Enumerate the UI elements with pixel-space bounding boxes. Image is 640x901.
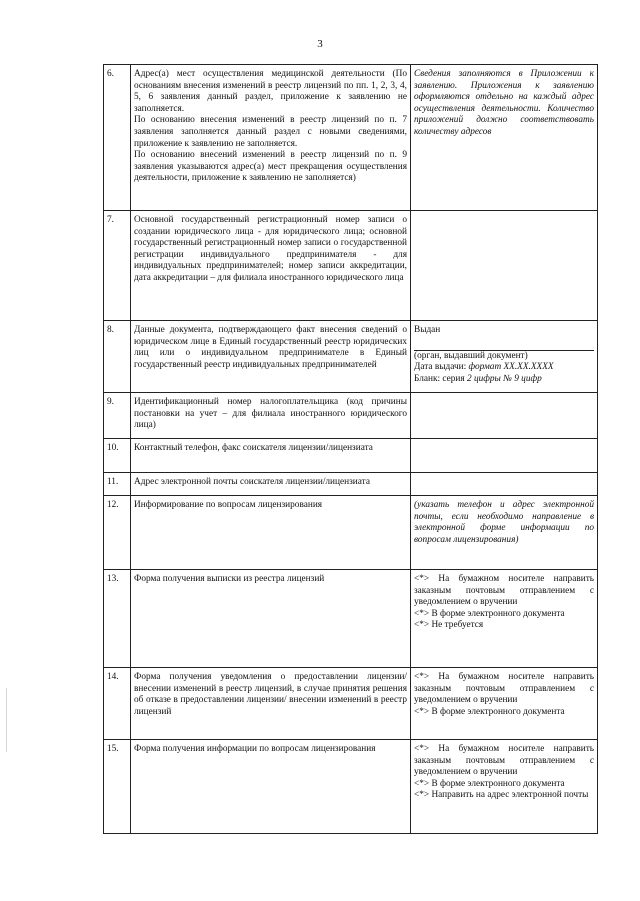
row-number: 11. [104, 473, 131, 496]
issue-date-line [414, 362, 594, 374]
row-description: Информирование по вопросам лицензирования [131, 496, 411, 570]
row-value-field[interactable] [411, 473, 598, 496]
blank-format: 2 цифры № 9 цифр [466, 373, 542, 384]
table-row [104, 439, 598, 473]
row-description: Адрес электронной почты соискателя лицензии/лицензиата [131, 473, 411, 496]
table-row [104, 496, 598, 570]
issuer-caption: (орган, выдавший документ) [414, 350, 528, 361]
table-row [104, 473, 598, 496]
row-description: Форма получения выписки из реестра лицензий [131, 570, 411, 668]
row-value-field[interactable] [411, 393, 598, 439]
row-number: 10. [104, 439, 131, 473]
description-paragraph: Адрес(а) мест осуществления медицинской деятельности (По основаниям внесения изменений в реестр лицензий по пп. 1, 2, 3, 4, 5, 6 заявления данный раздел, приложение к заявлению не заполняется. [134, 69, 407, 114]
row-description: Идентификационный номер налогоплательщика (код причины постановки на учет – для филиала иностранного юридического лица) [131, 393, 411, 439]
row-value-field[interactable] [411, 211, 598, 321]
row-description: Данные документа, подтверждающего факт внесения сведений о юридическом лице в Единый государственный реестр юридических лиц или о индивидуальном предпринимателе в Единый государственный реестр индивидуальных предпринимателей [131, 321, 411, 393]
option-electronic[interactable]: <*> В форме электронного документа [414, 778, 565, 789]
row-number: 15. [104, 740, 131, 834]
row-number: 6. [104, 65, 131, 211]
table-row [104, 211, 598, 321]
row-number: 14. [104, 668, 131, 740]
row-options [411, 668, 598, 740]
option-not-required[interactable]: <*> Не требуется [414, 620, 484, 631]
table-row [104, 65, 598, 211]
table-row [104, 570, 598, 668]
table-row [104, 321, 598, 393]
row-description: Форма получения информации по вопросам лицензирования [131, 740, 411, 834]
issue-date-format: формат XX.XX.XXXX [468, 362, 554, 373]
row-number: 8. [104, 321, 131, 393]
row-number: 13. [104, 570, 131, 668]
table-row [104, 668, 598, 740]
row-description: Форма получения уведомления о предоставлении лицензии/внесении изменений в реестр лицензий, в случае принятия решения об отказе в предоставлении лицензии/ внесении изменений в реестр лицензий [131, 668, 411, 740]
blank-label: Бланк: серия [414, 373, 467, 384]
application-form-table [103, 64, 598, 834]
row-value-document [411, 321, 598, 393]
page-number: 3 [317, 38, 323, 50]
table-row [104, 740, 598, 834]
row-description [131, 65, 411, 211]
option-paper[interactable]: <*> На бумажном носителе направить заказным почтовым отправлением с уведомлением о вручении [414, 672, 594, 706]
issuer-input-line[interactable] [414, 337, 594, 351]
row-options [411, 570, 598, 668]
row-number: 12. [104, 496, 131, 570]
row-number: 9. [104, 393, 131, 439]
row-value-note: (указать телефон и адрес электронной почты, если необходимо направление в электронной форме информации по вопросам лицензирования) [411, 496, 598, 570]
table-row [104, 393, 598, 439]
issued-label: Выдан [414, 325, 441, 335]
option-paper[interactable]: <*> На бумажном носителе направить заказным почтовым отправлением с уведомлением о вручении [414, 574, 594, 608]
option-email[interactable]: <*> Направить на адрес электронной почты [414, 790, 589, 801]
description-paragraph: По основанию внесений изменений в реестр лицензий по п. 9 заявления указываются адрес(а) мест прекращения осуществления деятельности, приложение к заявлению не заполняется) [134, 150, 407, 184]
row-value-note: Сведения заполняются в Приложении к заявлению. Приложения к заявлению оформляются отдельно на каждый адрес осуществления деятельности. Количество приложений должно соответствовать количеству адресов [411, 65, 598, 211]
row-number: 7. [104, 211, 131, 321]
option-electronic[interactable]: <*> В форме электронного документа [414, 706, 565, 717]
option-paper[interactable]: <*> На бумажном носителе направить заказным почтовым отправлением с уведомлением о вручении [414, 744, 594, 778]
scan-edge-mark [6, 688, 7, 752]
blank-line [414, 374, 594, 386]
description-paragraph: По основанию внесения изменений в реестр лицензий по п. 7 заявления заполняется данный раздел с новыми сведениями, приложение к заявлению не заполняется. [134, 115, 407, 149]
row-description: Основной государственный регистрационный номер записи о создании юридического лица - для юридического лица; основной государственный регистрационный номер записи о государственной регистрации индивидуального предпринимателя - для индивидуальных предпринимателей; номер записи аккредитации, дата аккредитации – для филиала иностранного юридического лица [131, 211, 411, 321]
row-options [411, 740, 598, 834]
issue-date-label: Дата выдачи: [414, 362, 469, 373]
row-value-field[interactable] [411, 439, 598, 473]
row-description: Контактный телефон, факс соискателя лицензии/лицензиата [131, 439, 411, 473]
option-electronic[interactable]: <*> В форме электронного документа [414, 608, 565, 619]
